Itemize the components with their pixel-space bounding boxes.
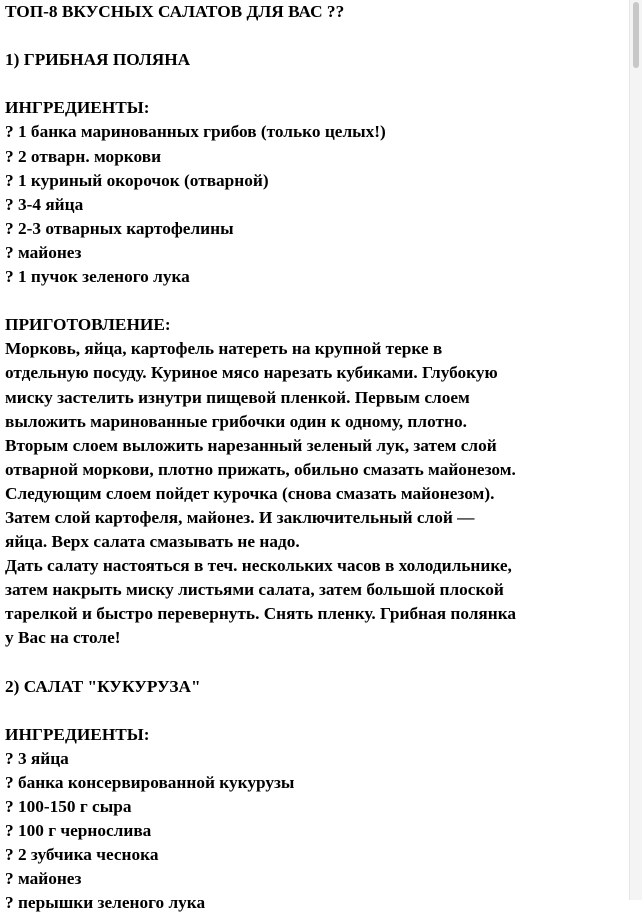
ingredient-item: ? 2 отварн. моркови [5,146,162,166]
article-text [5,0,625,913]
preparation-line: Следующим слоем пойдет курочка (снова смазать майонезом). [5,483,495,503]
ingredient-item: ? 2-3 отварных картофелины [5,218,234,238]
ingredient-item: ? майонез [5,869,82,889]
spacer [5,699,625,723]
ingredient-item: ? банка консервированной кукурузы [5,773,295,792]
ingredient-item: ? 100 г чернослива [5,821,152,841]
ingredient-item: ? 3 яйца [5,748,69,768]
preparation-line: отдельную посуду. Куриное мясо нарезать кубиками. Глубокую [5,363,498,383]
preparation-line: у Вас на столе! [5,628,121,648]
salad-2-ingredients-heading: ИНГРЕДИЕНТЫ: [5,724,150,744]
spacer [5,651,625,675]
ingredient-item: ? 1 банка маринованных грибов (только целых!) [5,122,386,142]
spacer [5,289,625,313]
preparation-line: Морковь, яйца, картофель натереть на крупной терке в [5,339,443,359]
ingredient-item: ? 2 зубчика чеснока [5,845,159,865]
preparation-line: отварной моркови, плотно прижать, обильно смазать майонезом. [5,459,516,479]
preparation-line: миску застелить изнутри пищевой пленкой. Первым слоем [5,387,470,407]
ingredient-item: ? майонез [5,242,82,262]
salad-2-heading: 2) САЛАТ "КУКУРУЗА" [5,676,201,696]
ingredient-item: ? 100-150 г сыра [5,797,132,817]
page-title: ТОП-8 ВКУСНЫХ САЛАТОВ ДЛЯ ВАС ?? [5,2,345,21]
preparation-line: яйца. Верх салата смазывать не надо. [5,532,300,552]
salad-1-heading: 1) ГРИБНАЯ ПОЛЯНА [5,50,191,70]
salad-1-preparation-heading: ПРИГОТОВЛЕНИЕ: [5,315,171,335]
preparation-line: тарелкой и быстро перевернуть. Снять пленку. Грибная полянка [5,604,517,624]
vertical-scrollbar[interactable] [629,0,642,900]
ingredient-item: ? перышки зеленого лука [5,893,206,913]
preparation-line: выложить маринованные грибочки один к одному, плотно. [5,411,467,431]
preparation-line: Затем слой картофеля, майонез. И заключительный слой — [5,507,475,527]
preparation-line: затем накрыть миску листьями салата, затем большой плоской [5,580,504,600]
preparation-line: Вторым слоем выложить нарезанный зеленый лук, затем слой [5,435,497,455]
ingredient-item: ? 3-4 яйца [5,194,84,214]
spacer [5,24,625,48]
ingredient-item: ? 1 куриный окорочок (отварной) [5,170,269,190]
ingredient-item: ? 1 пучок зеленого лука [5,267,190,287]
salad-1-ingredients-heading: ИНГРЕДИЕНТЫ: [5,98,150,118]
spacer [5,72,625,96]
preparation-line: Дать салату настояться в теч. нескольких часов в холодильнике, [5,556,512,576]
scrollbar-thumb[interactable] [633,2,639,68]
